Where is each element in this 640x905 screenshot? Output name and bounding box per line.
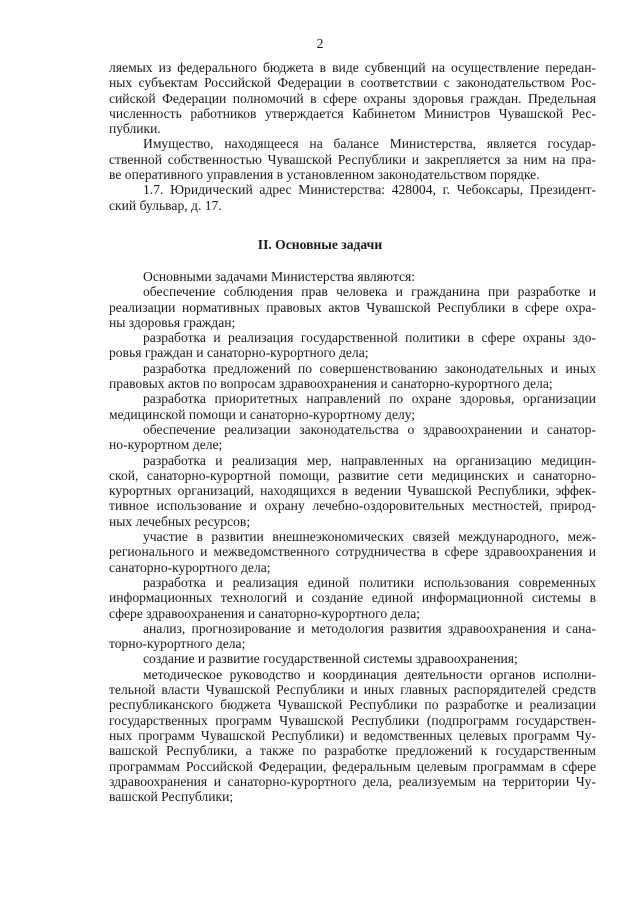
text-line: ны здоровья граждан; (109, 314, 236, 330)
text-line: создание и развитие государственной системы здравоохранения; (143, 651, 518, 667)
text-line: санаторно-курортного дела; (109, 559, 271, 575)
text-line: республиканского бюджета Чувашской Республики по разработке и реализации (109, 697, 596, 713)
paragraph-block-2 (109, 269, 596, 804)
text-line: ных субъектам Российской Федерации в соответствии с законодательством Рос- (109, 75, 596, 91)
section-heading: II. Основные задачи (257, 237, 383, 252)
text-line: регионального и межведомственного сотрудничества в сфере здравоохранения и (109, 544, 596, 560)
text-line: ве оперативного управления в установленном законодательством порядке. (109, 167, 540, 183)
text-line: тельной власти Чувашской Республики и иных главных распорядителей средств (109, 682, 596, 698)
text-line: разработка и реализация государственной политики в сфере охраны здо- (143, 330, 596, 346)
text-line: вашской Республики; (109, 789, 234, 805)
text-line: ляемых из федерального бюджета в виде субвенций на осуществление передан- (109, 60, 596, 75)
text-line: обеспечение соблюдения прав человека и гражданина при разработке и (143, 284, 596, 300)
text-line: медицинской помощи и санаторно-курортному делу; (109, 406, 416, 422)
text-line: ровья граждан и санаторно-курортного дела; (109, 345, 369, 361)
text-line: сийской Федерации полномочий в сфере охраны здоровья граждан. Предельная (109, 90, 596, 106)
text-line: численность работников утверждается Кабинетом Министров Чувашской Рес- (109, 105, 596, 121)
text-line: разработка предложений по совершенствованию законодательных и иных (143, 360, 596, 376)
text-line: разработка и реализация единой политики использования современных (143, 574, 596, 590)
text-line: ский бульвар, д. 17. (109, 197, 222, 213)
text-line: публики. (109, 121, 161, 137)
text-line: реализации нормативных правовых актов Чувашской Республики в сфере охра- (109, 299, 596, 315)
text-line: правовых актов по вопросам здравоохранения и санаторно-курортного дела; (109, 376, 553, 392)
text-line: курортных организаций, находящихся в ведении Чувашской Республики, эффек- (109, 483, 596, 499)
text-line: сфере здравоохранения и санаторно-курортного дела; (109, 605, 421, 621)
text-line: Имущество, находящееся на балансе Министерства, является государ- (143, 136, 596, 152)
text-line: разработка и реализация мер, направленных на организацию медицин- (143, 452, 596, 468)
text-line: но-курортном деле; (109, 437, 223, 453)
text-line: программам Российской Федерации, федеральным целевым программам в сфере (109, 758, 596, 774)
text-line: методическое руководство и координация деятельности органов исполни- (143, 666, 596, 682)
text-line: ской, санаторно-курортной помощи, развитие сети медицинских и санаторно- (109, 467, 596, 483)
text-line: тивное использование и охрану лечебно-оздоровительных местностей, природ- (109, 498, 596, 514)
text-line: здравоохранения и санаторно-курортного дела, реализуемым на территории Чу- (109, 773, 596, 789)
text-line: ственной собственностью Чувашской Республики и закрепляется за ним на пра- (109, 151, 596, 167)
text-line: Основными задачами Министерства являются: (143, 269, 416, 284)
text-line: вашской Республики, а также по разработке предложений к государственным (109, 743, 596, 759)
text-line: разработка приоритетных направлений по охране здоровья, организации (143, 391, 596, 407)
text-line: информационных технологий и создание единой информационной системы в (109, 590, 596, 606)
paragraph-block-1 (109, 60, 596, 213)
text-line: обеспечение реализации законодательства о здравоохранении и санатор- (143, 421, 596, 437)
text-line: участие в развитии внешнеэкономических связей международного, меж- (143, 529, 596, 545)
text-line: ных лечебных ресурсов; (109, 513, 251, 529)
page-number: 2 (316, 36, 324, 51)
text-line: ных программ Чувашской Республики) и ведомственных целевых программ Чу- (109, 727, 596, 743)
text-line: государственных программ Чувашской Республики (подпрограмм государствен- (109, 712, 596, 728)
text-line: анализ, прогнозирование и методология развития здравоохранения и сана- (143, 620, 596, 636)
text-line: торно-курортного дела; (109, 636, 246, 652)
text-line: 1.7. Юридический адрес Министерства: 428004, г. Чебоксары, Президент- (143, 182, 596, 198)
